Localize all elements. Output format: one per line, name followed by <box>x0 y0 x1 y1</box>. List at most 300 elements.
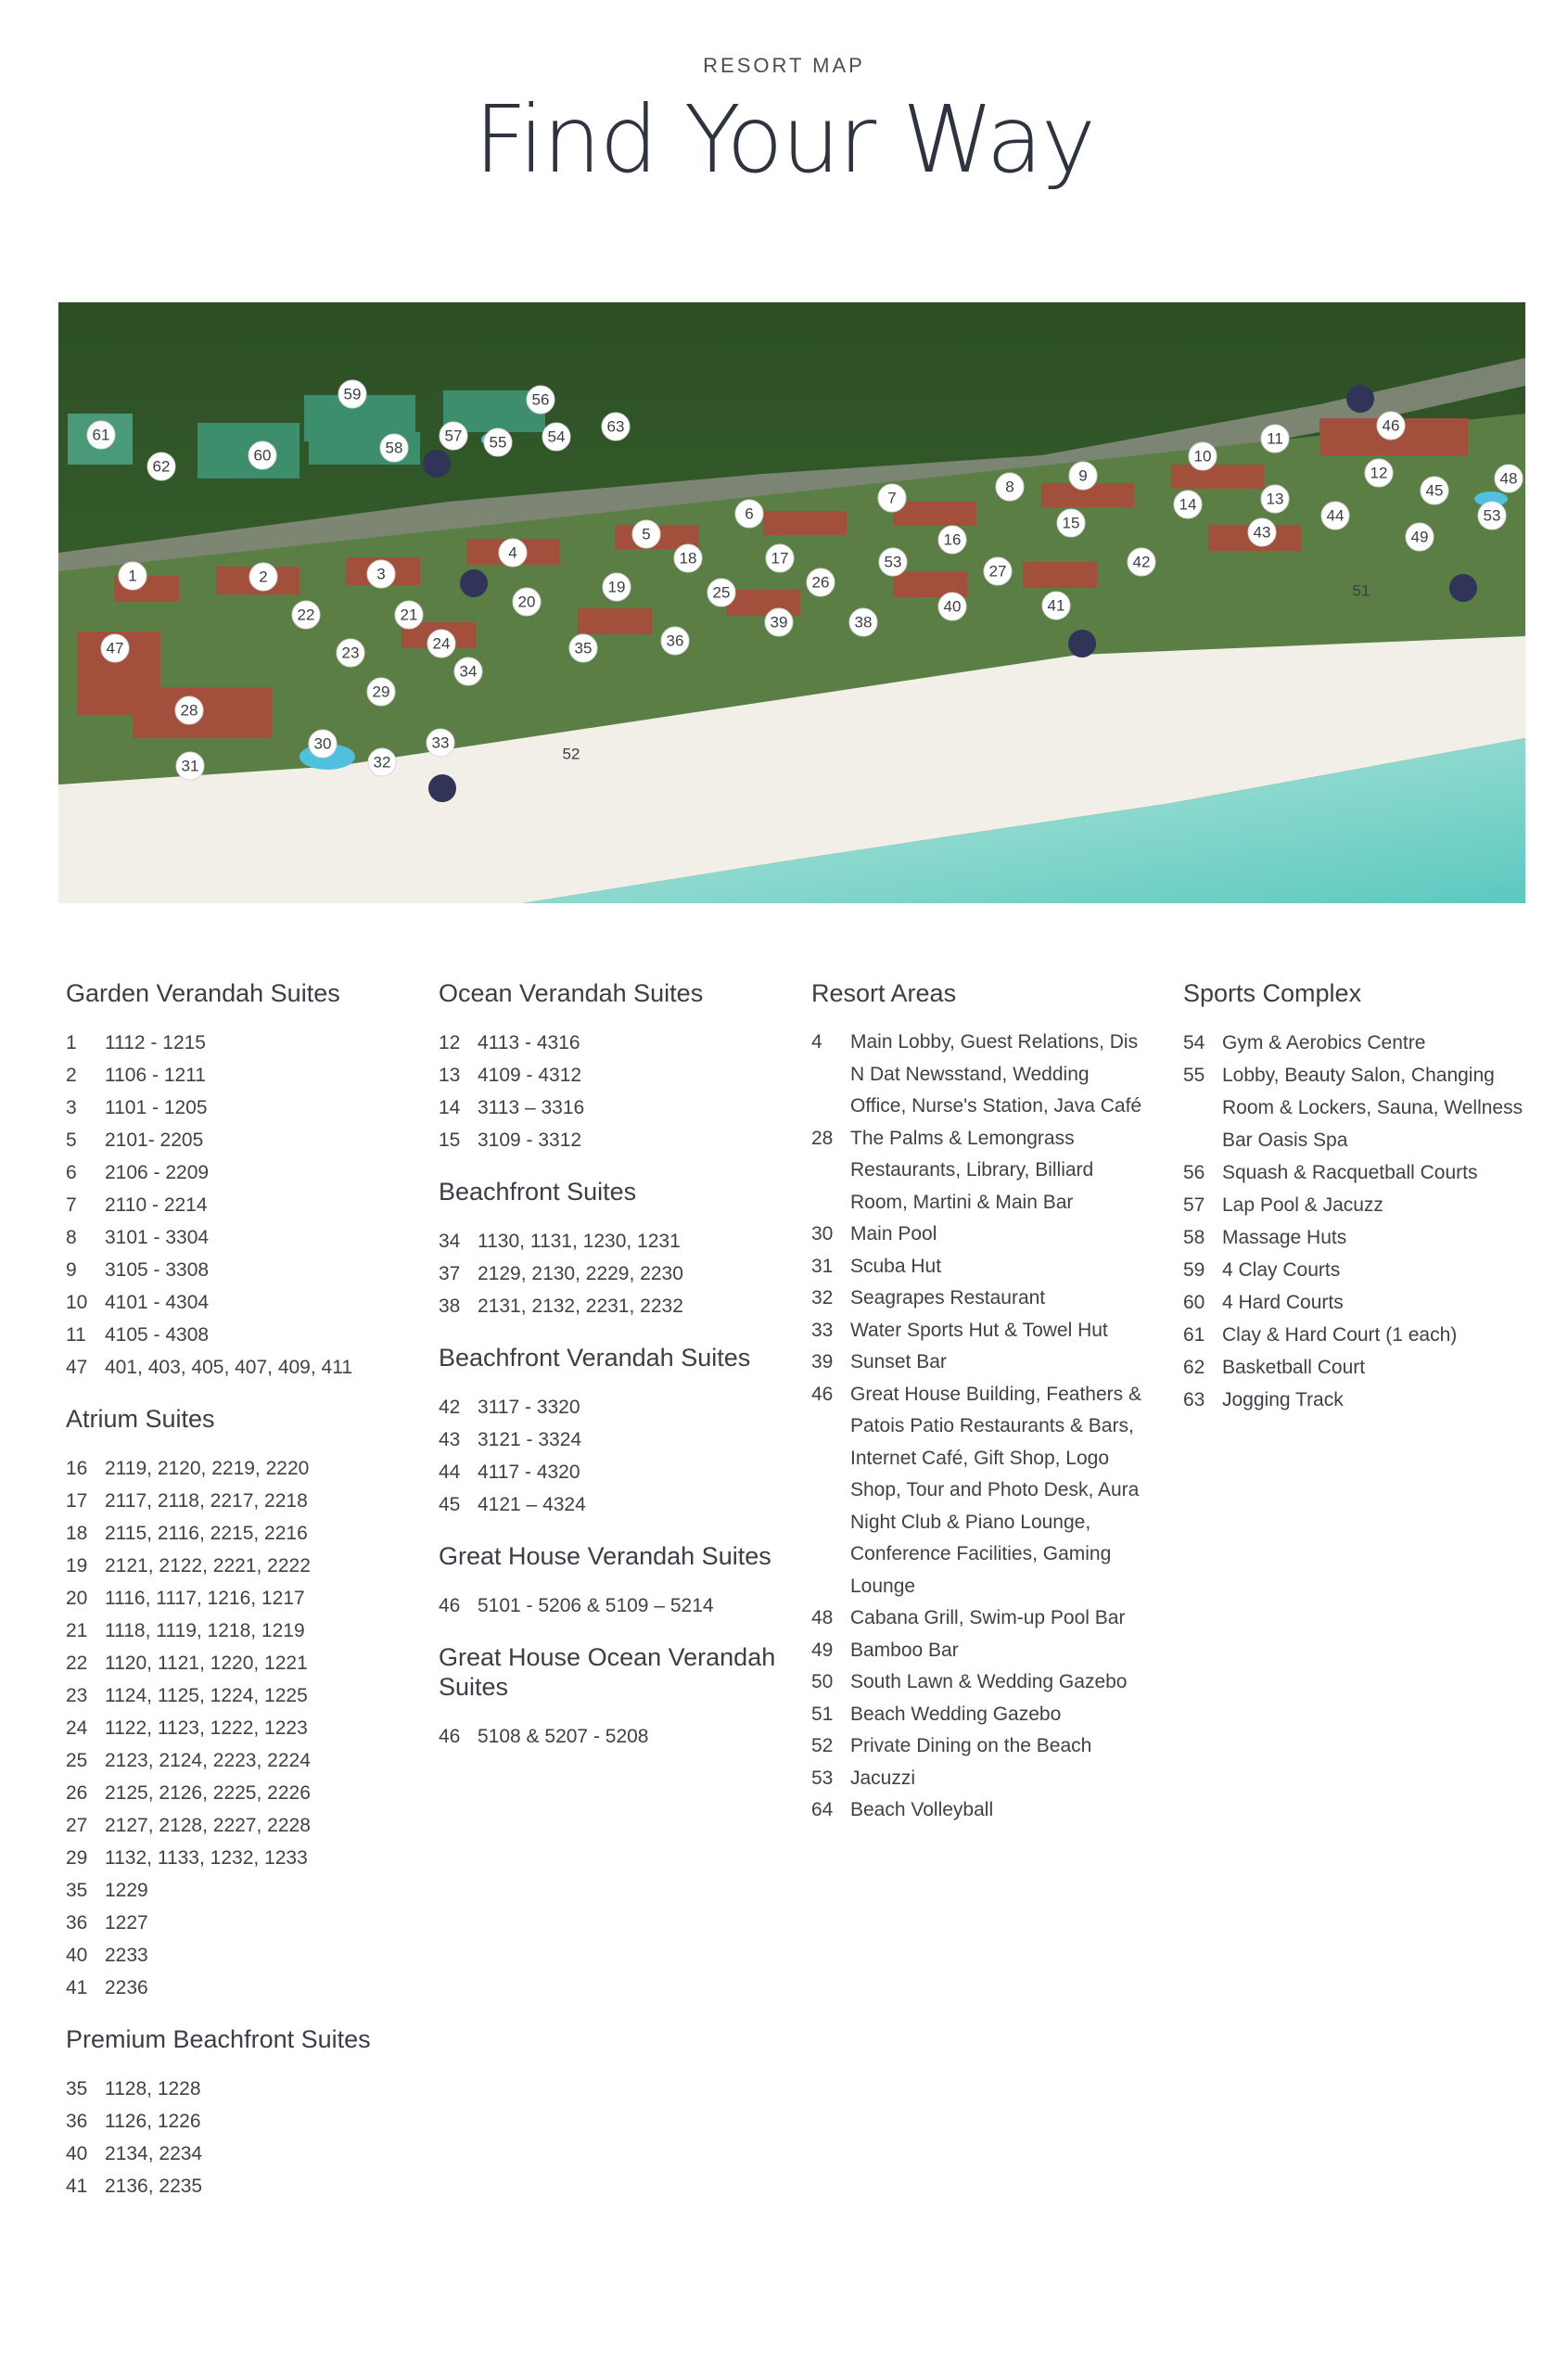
legend-number: 5 <box>66 1130 77 1151</box>
legend-number: 24 <box>66 1717 88 1739</box>
legend-item <box>66 1842 409 1874</box>
legend-number: 31 <box>811 1255 834 1277</box>
legend-value: 1122, 1123, 1222, 1223 <box>105 1717 308 1739</box>
section-heading: Great House Verandah Suites <box>439 1542 771 1570</box>
legend-item <box>439 1720 782 1753</box>
legend-item <box>66 1124 409 1156</box>
legend-item <box>811 1666 1145 1699</box>
legend-value: Cabana Grill, Swim-up Pool Bar <box>850 1607 1126 1628</box>
map-marker-label: 24 <box>432 634 451 653</box>
legend-value: 2106 - 2209 <box>105 1162 210 1183</box>
legend-list <box>66 2073 409 2202</box>
legend-item <box>1183 1254 1536 1286</box>
map-marker-label: 48 <box>1499 469 1518 488</box>
legend-value: Seagrapes Restaurant <box>850 1287 1046 1308</box>
legend-number: 45 <box>439 1494 461 1515</box>
legend-number: 35 <box>66 1880 88 1901</box>
legend-list <box>811 1027 1145 1827</box>
legend-number: 18 <box>66 1523 88 1544</box>
legend-value: 2101- 2205 <box>105 1130 204 1151</box>
section-heading: Ocean Verandah Suites <box>439 979 704 1007</box>
legend-number: 46 <box>811 1383 834 1405</box>
map-marker-label: 41 <box>1047 596 1065 615</box>
map-marker-label: 4 <box>508 543 517 562</box>
legend-item <box>811 1730 1145 1763</box>
map-marker-label: 12 <box>1370 464 1388 482</box>
map-marker-label: 23 <box>341 644 360 662</box>
legend-number: 2 <box>66 1065 77 1086</box>
legend-value: 4121 – 4324 <box>478 1494 586 1515</box>
column-1 <box>66 978 409 2202</box>
legend-list <box>1183 1027 1536 1416</box>
map-marker-label: 28 <box>180 701 198 720</box>
map-marker-label: 46 <box>1382 416 1400 435</box>
legend-value: 401, 403, 405, 407, 409, 411 <box>105 1357 353 1378</box>
map-marker-label: 44 <box>1326 506 1345 525</box>
legend-number: 41 <box>66 1977 88 1998</box>
legend-value: Great House Building, Feathers & Patois Patio Restaurants & Bars, Internet Café, Gift Shop, Logo Shop, Tour and Photo Desk, Aura Night Club & Piano Lounge, Conference Facilities, Gaming Lounge <box>850 1383 1141 1597</box>
legend-value: Beach Wedding Gazebo <box>850 1703 1062 1725</box>
legend-item <box>66 2170 409 2202</box>
legend-list <box>66 1027 409 1384</box>
legend-value: 2125, 2126, 2225, 2226 <box>105 1782 311 1804</box>
legend-number: 7 <box>66 1194 77 1216</box>
legend-item <box>811 1251 1145 1283</box>
legend-value: 3121 - 3324 <box>478 1429 582 1450</box>
legend-number: 43 <box>439 1429 461 1450</box>
map-marker-label: 5 <box>642 525 651 543</box>
map-marker-label: 52 <box>562 745 580 763</box>
legend-number: 29 <box>66 1847 88 1869</box>
legend-value: 2129, 2130, 2229, 2230 <box>478 1263 683 1284</box>
legend-item <box>66 1809 409 1842</box>
map-marker-label: 14 <box>1179 495 1197 514</box>
map-marker-label: 31 <box>181 757 199 775</box>
legend-item <box>66 1517 409 1550</box>
legend-number: 59 <box>1183 1259 1205 1281</box>
legend-number: 28 <box>811 1127 834 1149</box>
map-marker-label: 3 <box>376 565 386 583</box>
legend-item <box>66 1712 409 1744</box>
map-marker-label: 38 <box>854 613 873 632</box>
legend-value: 1126, 1226 <box>105 2111 201 2132</box>
legend-number: 10 <box>66 1292 88 1313</box>
legend-item <box>1183 1189 1536 1221</box>
legend-number: 57 <box>1183 1194 1205 1216</box>
map-marker-label: 19 <box>607 578 626 596</box>
legend-number: 12 <box>439 1032 461 1053</box>
legend-value: 1101 - 1205 <box>105 1097 208 1118</box>
legend-number: 54 <box>1183 1032 1205 1053</box>
map-marker-label: 13 <box>1266 490 1284 508</box>
legend-item <box>66 2138 409 2170</box>
legend-value: Lap Pool & Jacuzz <box>1222 1194 1383 1216</box>
legend-item <box>66 1679 409 1712</box>
legend-item <box>66 1744 409 1777</box>
map-marker-label: 17 <box>771 549 789 568</box>
legend-value: 1112 - 1215 <box>105 1032 206 1053</box>
legend-item <box>66 1485 409 1517</box>
column-3 <box>811 978 1145 1827</box>
map-marker-label: 56 <box>531 390 550 409</box>
legend-number: 58 <box>1183 1227 1205 1248</box>
legend-item <box>439 1423 782 1456</box>
map-marker-label: 32 <box>373 753 391 772</box>
map-marker-label: 20 <box>517 593 536 611</box>
legend-number: 32 <box>811 1287 834 1308</box>
legend-item <box>66 1351 409 1384</box>
legend-list <box>439 1225 782 1322</box>
legend-number: 27 <box>66 1815 88 1836</box>
legend-list <box>439 1720 782 1753</box>
legend-number: 36 <box>66 2111 88 2132</box>
map-marker-label: 9 <box>1078 466 1088 485</box>
legend-number: 14 <box>439 1097 461 1118</box>
legend-item <box>66 1156 409 1189</box>
legend-number: 64 <box>811 1799 834 1820</box>
legend-item <box>811 1219 1145 1251</box>
legend-value: 2119, 2120, 2219, 2220 <box>105 1458 310 1479</box>
map-marker-label: 15 <box>1062 514 1080 532</box>
map-marker-label: 27 <box>988 562 1007 581</box>
map-marker-label: 51 <box>1352 581 1370 600</box>
legend-item <box>439 1391 782 1423</box>
legend-value: 2121, 2122, 2221, 2222 <box>105 1555 311 1576</box>
legend-number: 13 <box>439 1065 461 1086</box>
legend-number: 40 <box>66 2143 88 2164</box>
legend-number: 50 <box>811 1671 834 1692</box>
map-marker-label: 7 <box>887 489 897 507</box>
legend-value: 4109 - 4312 <box>478 1065 582 1086</box>
legend-number: 19 <box>66 1555 88 1576</box>
legend-value: Clay & Hard Court (1 each) <box>1222 1324 1458 1346</box>
legend-item <box>66 1091 409 1124</box>
legend-item <box>66 1189 409 1221</box>
legend-number: 1 <box>66 1032 77 1053</box>
legend-item <box>1183 1286 1536 1319</box>
legend-number: 44 <box>439 1461 461 1483</box>
legend-value: 2236 <box>105 1977 148 1998</box>
legend-value: 4105 - 4308 <box>105 1324 210 1346</box>
map-marker-label: 22 <box>297 606 315 624</box>
map-marker-label: 59 <box>343 385 362 403</box>
legend-number: 30 <box>811 1223 834 1244</box>
page-eyebrow: RESORT MAP <box>703 54 865 77</box>
legend-value: 3117 - 3320 <box>478 1397 580 1418</box>
legend-value: Scuba Hut <box>850 1255 942 1277</box>
legend-item <box>66 1647 409 1679</box>
legend-list <box>66 1452 409 2004</box>
legend-item <box>811 1283 1145 1315</box>
legend-number: 60 <box>1183 1292 1205 1313</box>
legend-number: 53 <box>811 1767 834 1789</box>
legend-item <box>1183 1027 1536 1059</box>
legend-number: 21 <box>66 1620 88 1641</box>
legend-value: Water Sports Hut & Towel Hut <box>850 1319 1108 1341</box>
legend-item <box>811 1602 1145 1635</box>
legend-number: 47 <box>66 1357 88 1378</box>
legend-number: 63 <box>1183 1389 1205 1410</box>
legend-value: 2117, 2118, 2217, 2218 <box>105 1490 308 1512</box>
section-heading: Resort Areas <box>811 979 957 1007</box>
legend-value: 3105 - 3308 <box>105 1259 210 1281</box>
map-marker-label: 57 <box>444 427 463 445</box>
map-marker-label: 36 <box>666 632 684 650</box>
legend-list <box>439 1589 782 1622</box>
legend-number: 15 <box>439 1130 461 1151</box>
map-marker-label: 25 <box>712 583 731 602</box>
legend-number: 38 <box>439 1295 461 1317</box>
section-heading: Sports Complex <box>1183 979 1362 1007</box>
legend-value: 2123, 2124, 2223, 2224 <box>105 1750 311 1771</box>
legend-value: 1124, 1125, 1224, 1225 <box>105 1685 308 1706</box>
map-marker-label: 47 <box>106 639 124 657</box>
legend-number: 20 <box>66 1588 88 1609</box>
legend-item <box>66 1027 409 1059</box>
legend-number: 49 <box>811 1639 834 1661</box>
legend-number: 46 <box>439 1726 461 1747</box>
legend-item <box>1183 1351 1536 1384</box>
legend-item <box>439 1257 782 1290</box>
map-marker-label: 42 <box>1132 553 1151 571</box>
map-marker-label: 11 <box>1267 429 1283 448</box>
legend-number: 62 <box>1183 1357 1205 1378</box>
map-marker-label: 16 <box>943 530 962 549</box>
legend-item <box>811 1699 1145 1731</box>
legend-value: Bamboo Bar <box>850 1639 959 1661</box>
legend-item <box>1183 1319 1536 1351</box>
legend-value: 4113 - 4316 <box>478 1032 580 1053</box>
column-4 <box>1183 978 1536 1416</box>
legend-item <box>439 1589 782 1622</box>
legend-value: 3101 - 3304 <box>105 1227 210 1248</box>
map-marker-label: 61 <box>92 426 110 444</box>
section-heading: Beachfront Suites <box>439 1178 637 1206</box>
legend-item <box>66 2073 409 2105</box>
legend-number: 35 <box>66 2078 88 2100</box>
legend-value: 1128, 1228 <box>105 2078 201 2100</box>
map-marker-label: 33 <box>431 734 450 752</box>
legend-value: Gym & Aerobics Centre <box>1222 1032 1426 1053</box>
legend-item <box>66 2105 409 2138</box>
legend-item <box>66 1582 409 1615</box>
legend-number: 52 <box>811 1735 834 1756</box>
legend-number: 25 <box>66 1750 88 1771</box>
legend-number: 3 <box>66 1097 77 1118</box>
legend-value: Main Lobby, Guest Relations, Dis N Dat Newsstand, Wedding Office, Nurse's Station, Java Café <box>850 1031 1142 1117</box>
map-marker-label: 29 <box>372 683 390 701</box>
map-marker-label: 39 <box>770 613 788 632</box>
map-marker-label: 8 <box>1005 478 1014 496</box>
legend-value: 5101 - 5206 & 5109 – 5214 <box>478 1595 714 1616</box>
section-heading: Atrium Suites <box>66 1405 215 1433</box>
legend-value: 3109 - 3312 <box>478 1130 582 1151</box>
legend-number: 51 <box>811 1703 834 1725</box>
legend-number: 46 <box>439 1595 461 1616</box>
legend-number: 4 <box>811 1031 822 1053</box>
legend-number: 9 <box>66 1259 77 1281</box>
legend-value: 2233 <box>105 1945 148 1966</box>
legend-value: 2134, 2234 <box>105 2143 203 2164</box>
legend-value: Lobby, Beauty Salon, Changing Room & Lockers, Sauna, Wellness Bar Oasis Spa <box>1222 1065 1523 1151</box>
map-marker-label: 60 <box>253 446 272 465</box>
legend-value: Jogging Track <box>1222 1389 1344 1410</box>
legend-value: 4 Clay Courts <box>1222 1259 1341 1281</box>
legend-value: 2127, 2128, 2227, 2228 <box>105 1815 311 1836</box>
map-marker-label: 62 <box>152 457 171 476</box>
legend-value: 2136, 2235 <box>105 2176 203 2197</box>
legend-item <box>439 1290 782 1322</box>
legend-number: 36 <box>66 1912 88 1934</box>
legend-item <box>66 1059 409 1091</box>
map-marker-label: 49 <box>1410 528 1429 546</box>
map-marker-label: 53 <box>884 553 902 571</box>
legend-value: 1130, 1131, 1230, 1231 <box>478 1231 681 1252</box>
column-2 <box>439 978 782 1753</box>
resort-map-image <box>58 302 1525 903</box>
legend-item <box>811 1123 1145 1219</box>
legend-value: 4117 - 4320 <box>478 1461 580 1483</box>
legend-item <box>439 1091 782 1124</box>
legend-number: 22 <box>66 1653 88 1674</box>
map-marker-label: 21 <box>400 606 418 624</box>
legend-value: 1120, 1121, 1220, 1221 <box>105 1653 308 1674</box>
legend-number: 56 <box>1183 1162 1205 1183</box>
legend-item <box>811 1027 1145 1123</box>
legend-value: Jacuzzi <box>850 1767 916 1789</box>
section-heading: Garden Verandah Suites <box>66 979 340 1007</box>
legend-value: 1116, 1117, 1216, 1217 <box>105 1588 305 1609</box>
legend-item <box>439 1456 782 1488</box>
legend-list <box>439 1027 782 1156</box>
map-marker-label: 26 <box>811 573 830 592</box>
legend-item <box>439 1059 782 1091</box>
legend-number: 55 <box>1183 1065 1205 1086</box>
map-marker-label: 58 <box>385 439 403 457</box>
legend-item <box>66 1939 409 1972</box>
map-marker-label: 35 <box>574 639 593 657</box>
legend-value: Beach Volleyball <box>850 1799 994 1820</box>
legend-item <box>66 1777 409 1809</box>
legend-number: 6 <box>66 1162 77 1183</box>
legend-item <box>1183 1059 1536 1156</box>
legend-item <box>1183 1384 1536 1416</box>
legend-item <box>66 1221 409 1254</box>
legend-value: The Palms & Lemongrass Restaurants, Library, Billiard Room, Martini & Main Bar <box>850 1127 1094 1213</box>
legend-item <box>439 1225 782 1257</box>
legend-list <box>439 1391 782 1521</box>
legend-item <box>811 1379 1145 1603</box>
map-marker-label: 34 <box>459 662 478 681</box>
legend-value: Main Pool <box>850 1223 937 1244</box>
map-marker-label: 63 <box>606 417 625 436</box>
legend-item <box>811 1763 1145 1795</box>
legend-value: 2115, 2116, 2215, 2216 <box>105 1523 308 1544</box>
map-marker-label: 43 <box>1253 523 1271 542</box>
legend-value: Massage Huts <box>1222 1227 1347 1248</box>
legend-item <box>66 1615 409 1647</box>
legend-value: 1132, 1133, 1232, 1233 <box>105 1847 308 1869</box>
legend-item <box>1183 1156 1536 1189</box>
legend-item <box>811 1347 1145 1379</box>
legend-number: 40 <box>66 1945 88 1966</box>
legend-item <box>66 1972 409 2004</box>
legend-value: 2131, 2132, 2231, 2232 <box>478 1295 683 1317</box>
legend-value: 1229 <box>105 1880 148 1901</box>
resort-map[interactable] <box>58 302 1525 903</box>
map-marker-label: 54 <box>547 428 566 446</box>
legend-item <box>66 1550 409 1582</box>
legend-item <box>439 1124 782 1156</box>
map-marker-label: 2 <box>259 568 268 586</box>
legend-item <box>66 1254 409 1286</box>
section-heading: Premium Beachfront Suites <box>66 2025 371 2053</box>
section-heading: Beachfront Verandah Suites <box>439 1344 751 1372</box>
map-marker-label: 6 <box>745 504 754 523</box>
legend-value: 1106 - 1211 <box>105 1065 206 1086</box>
map-marker-label: 1 <box>128 567 137 585</box>
map-marker-label: 45 <box>1425 481 1444 500</box>
map-marker-label: 18 <box>679 549 697 568</box>
legend-value: 2110 - 2214 <box>105 1194 208 1216</box>
legend-number: 34 <box>439 1231 461 1252</box>
legend-value: Private Dining on the Beach <box>850 1735 1092 1756</box>
legend-value: 5108 & 5207 - 5208 <box>478 1726 649 1747</box>
legend-value: 1118, 1119, 1218, 1219 <box>105 1620 305 1641</box>
legend-number: 23 <box>66 1685 88 1706</box>
legend-item <box>439 1488 782 1521</box>
page-title: Find Your Way <box>474 85 1094 194</box>
legend-number: 33 <box>811 1319 834 1341</box>
legend-number: 42 <box>439 1397 461 1418</box>
map-marker-label: 55 <box>489 433 507 452</box>
legend-value: Sunset Bar <box>850 1351 947 1372</box>
legend-number: 39 <box>811 1351 834 1372</box>
section-heading: Great House Ocean Verandah Suites <box>439 1643 776 1701</box>
legend-value: 4101 - 4304 <box>105 1292 210 1313</box>
legend-number: 41 <box>66 2176 88 2197</box>
legend-value: 1227 <box>105 1912 148 1934</box>
legend-number: 37 <box>439 1263 461 1284</box>
legend-value: Squash & Racquetball Courts <box>1222 1162 1478 1183</box>
legend-value: South Lawn & Wedding Gazebo <box>850 1671 1128 1692</box>
map-marker-label: 10 <box>1193 447 1212 466</box>
legend-item <box>439 1027 782 1059</box>
legend-value: Basketball Court <box>1222 1357 1366 1378</box>
legend-item <box>66 1286 409 1319</box>
legend-item <box>811 1794 1145 1827</box>
legend-item <box>66 1319 409 1351</box>
legend-number: 17 <box>66 1490 88 1512</box>
map-marker-label: 53 <box>1483 506 1501 525</box>
legend-number: 16 <box>66 1458 88 1479</box>
legend-value: 4 Hard Courts <box>1222 1292 1344 1313</box>
legend-number: 8 <box>66 1227 77 1248</box>
legend-item <box>811 1315 1145 1347</box>
legend-number: 48 <box>811 1607 834 1628</box>
legend-number: 61 <box>1183 1324 1205 1346</box>
legend-number: 11 <box>66 1324 86 1346</box>
legend-item <box>66 1874 409 1907</box>
legend-item <box>811 1635 1145 1667</box>
legend-number: 26 <box>66 1782 88 1804</box>
legend-item <box>1183 1221 1536 1254</box>
legend-item <box>66 1907 409 1939</box>
map-marker-label: 30 <box>313 734 332 753</box>
map-marker-label: 40 <box>943 597 962 616</box>
legend-value: 3113 – 3316 <box>478 1097 585 1118</box>
legend-item <box>66 1452 409 1485</box>
